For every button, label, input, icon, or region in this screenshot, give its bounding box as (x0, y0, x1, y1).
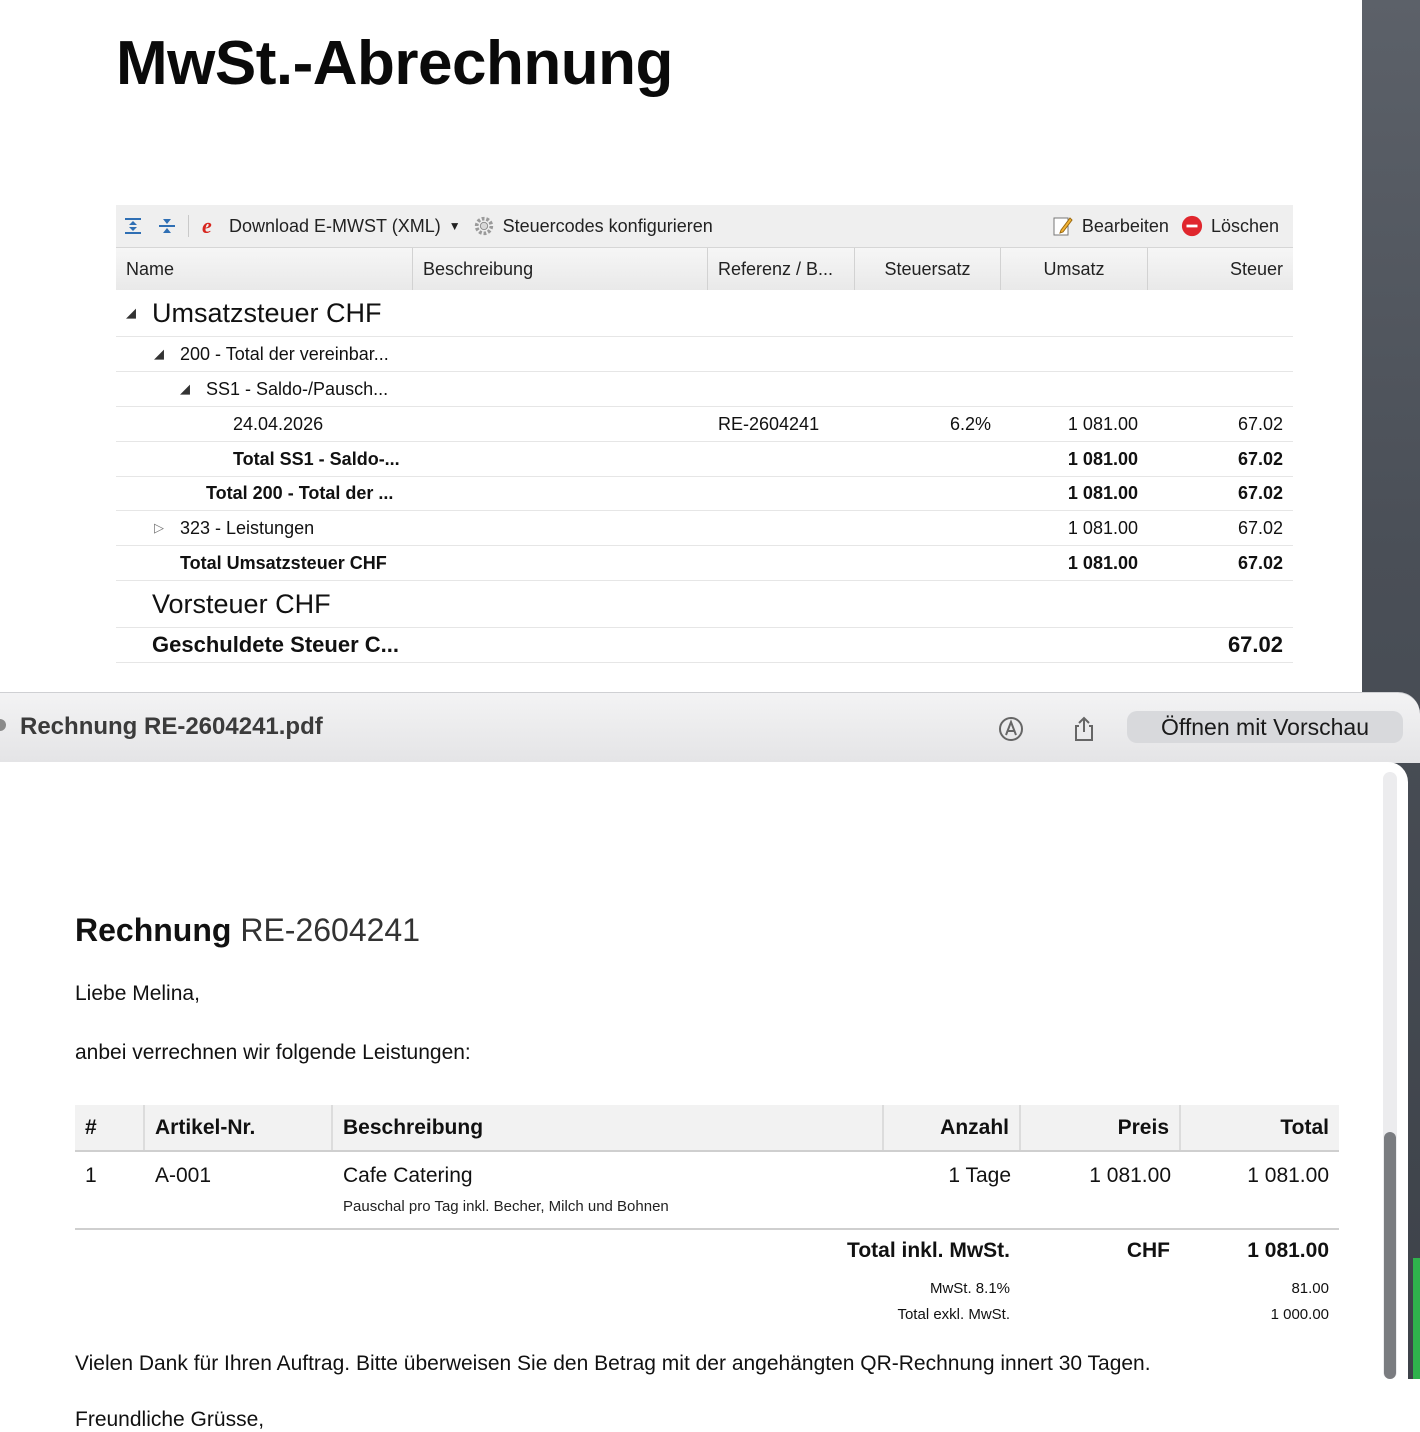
collapse-triangle-icon[interactable]: ◢ (154, 346, 164, 361)
open-with-preview-button[interactable]: Öffnen mit Vorschau (1127, 711, 1403, 743)
collapse-all-button[interactable] (150, 215, 184, 237)
share-icon[interactable] (1070, 715, 1098, 743)
column-header-steuersatz[interactable]: Steuersatz (855, 248, 1001, 290)
column-header-beschreibung[interactable]: Beschreibung (413, 248, 708, 290)
vat-toolbar (116, 205, 1293, 247)
edit-label: Bearbeiten (1081, 215, 1169, 236)
delete-icon (1181, 215, 1203, 237)
total-label: Total 200 - Total der ... (206, 483, 394, 503)
closing-text: Freundliche Grüsse, (75, 1408, 265, 1431)
header-quantity: Anzahl (884, 1105, 1021, 1150)
invoice-items-table (75, 1105, 1339, 1230)
total-umsatz: 1 081.00 (1067, 483, 1138, 503)
delete-label: Löschen (1210, 215, 1279, 236)
column-header-umsatz[interactable]: Umsatz (1001, 248, 1148, 290)
collapse-triangle-icon[interactable]: ◢ (126, 305, 136, 320)
header-description: Beschreibung (333, 1105, 884, 1150)
download-emwst-button[interactable] (193, 215, 467, 237)
total-label: Total Umsatzsteuer CHF (180, 552, 387, 573)
intro-text: anbei verrechnen wir folgende Leistungen: (75, 1041, 471, 1064)
markup-icon[interactable] (997, 715, 1025, 743)
total-excl-value: 1 000.00 (1270, 1306, 1329, 1323)
header-article: Artikel-Nr. (145, 1105, 333, 1150)
total-steuer: 67.02 (1237, 448, 1283, 469)
expand-all-button[interactable] (116, 215, 150, 237)
download-emwst-label: Download E-MWST (XML) (229, 215, 441, 236)
owed-steuer: 67.02 (1227, 632, 1283, 657)
table-row-owed-tax[interactable] (116, 628, 1293, 663)
pdf-titlebar (0, 692, 1420, 763)
item-description: Cafe Catering (343, 1164, 473, 1187)
expand-all-icon (122, 215, 144, 237)
item-quantity: 1 Tage (948, 1164, 1011, 1187)
header-pos: # (75, 1105, 145, 1150)
entry-reference: RE-2604241 (718, 413, 820, 434)
total-currency: CHF (1126, 1239, 1170, 1262)
vat-label: MwSt. 8.1% (929, 1280, 1010, 1297)
total-incl-value: 1 081.00 (1247, 1239, 1329, 1262)
item-pos: 1 (85, 1164, 97, 1187)
configure-taxcodes-button[interactable] (467, 215, 719, 237)
window-dot (0, 719, 6, 731)
gear-icon (473, 215, 495, 237)
greeting: Liebe Melina, (75, 982, 200, 1005)
collapse-triangle-icon[interactable]: ◢ (180, 381, 190, 396)
collapse-all-icon (156, 215, 178, 237)
total-excl-label: Total exkl. MwSt. (897, 1306, 1010, 1323)
expand-triangle-icon[interactable]: ▷ (154, 520, 164, 535)
pencil-note-icon (1052, 215, 1074, 237)
vat-report-panel (116, 205, 1293, 663)
total-umsatz: 1 081.00 (1067, 448, 1138, 469)
entry-umsatz: 1 081.00 (1067, 413, 1138, 434)
entry-date: 24.04.2026 (233, 413, 324, 434)
invoice-word: Rechnung (75, 912, 232, 948)
column-header-referenz[interactable]: Referenz / B... (708, 248, 855, 290)
item-article: A-001 (155, 1164, 212, 1187)
table-row-total-200[interactable] (116, 477, 1293, 511)
entry-steuer: 67.02 (1237, 413, 1283, 434)
configure-taxcodes-label: Steuercodes konfigurieren (502, 215, 713, 236)
code-label: 323 - Leistungen (180, 517, 315, 538)
delete-button[interactable] (1175, 215, 1293, 237)
column-header-name[interactable]: Name (116, 248, 413, 290)
code-label: SS1 - Saldo-/Pausch... (206, 378, 389, 399)
table-row-total-ss1[interactable] (116, 442, 1293, 477)
page-title: MwSt.-Abrechnung (116, 29, 673, 98)
thanks-text: Vielen Dank für Ihren Auftrag. Bitte überweisen Sie den Betrag mit der angehängten QR-Rechnung innert 30 Tagen. (75, 1352, 1151, 1375)
item-detail: Pauschal pro Tag inkl. Becher, Milch und Bohnen (343, 1198, 669, 1215)
pdf-filename: Rechnung RE-2604241.pdf (20, 713, 323, 740)
table-row-group-umsatzsteuer[interactable] (116, 290, 1293, 337)
pdf-scrollbar-thumb[interactable] (1384, 1132, 1396, 1379)
table-row-code200[interactable] (116, 337, 1293, 372)
item-price: 1 081.00 (1089, 1164, 1171, 1187)
item-description-cell (333, 1152, 884, 1228)
pdf-preview-window (0, 692, 1420, 1431)
emwst-logo-icon (199, 215, 221, 237)
items-header (75, 1105, 1339, 1152)
table-row-ss1[interactable] (116, 372, 1293, 407)
code323-steuer: 67.02 (1237, 517, 1283, 538)
pdf-document (0, 762, 1408, 1431)
entry-rate: 6.2% (949, 413, 991, 434)
group-label: Umsatzsteuer CHF (152, 297, 382, 328)
header-total: Total (1280, 1115, 1329, 1139)
owed-label: Geschuldete Steuer C... (152, 632, 399, 657)
edit-button[interactable] (1046, 215, 1175, 237)
toolbar-separator (188, 215, 189, 237)
vat-value: 81.00 (1291, 1280, 1329, 1297)
total-umsatz: 1 081.00 (1067, 552, 1138, 573)
code-label: 200 - Total der vereinbar... (180, 343, 389, 364)
svg-text:e: e (202, 215, 212, 237)
dropdown-arrow-icon: ▼ (448, 219, 461, 233)
column-header-steuer[interactable]: Steuer (1229, 258, 1283, 279)
total-label: Total SS1 - Saldo-... (233, 448, 400, 469)
header-price: Preis (1021, 1105, 1181, 1150)
invoice-heading (75, 912, 420, 949)
total-steuer: 67.02 (1237, 552, 1283, 573)
invoice-number: RE-2604241 (240, 912, 421, 948)
vat-table-header (116, 247, 1293, 290)
table-row-group-vorsteuer[interactable] (116, 581, 1293, 628)
table-row-code323[interactable] (116, 511, 1293, 546)
item-total: 1 081.00 (1247, 1164, 1329, 1187)
invoice-item-row (75, 1152, 1339, 1230)
table-row-entry[interactable] (116, 407, 1293, 442)
table-row-total-umsatzsteuer[interactable] (116, 546, 1293, 581)
total-steuer: 67.02 (1237, 483, 1283, 503)
code323-umsatz: 1 081.00 (1067, 517, 1138, 538)
entry-description (413, 407, 708, 441)
group-label: Vorsteuer CHF (152, 588, 331, 619)
total-incl-label: Total inkl. MwSt. (847, 1239, 1010, 1262)
